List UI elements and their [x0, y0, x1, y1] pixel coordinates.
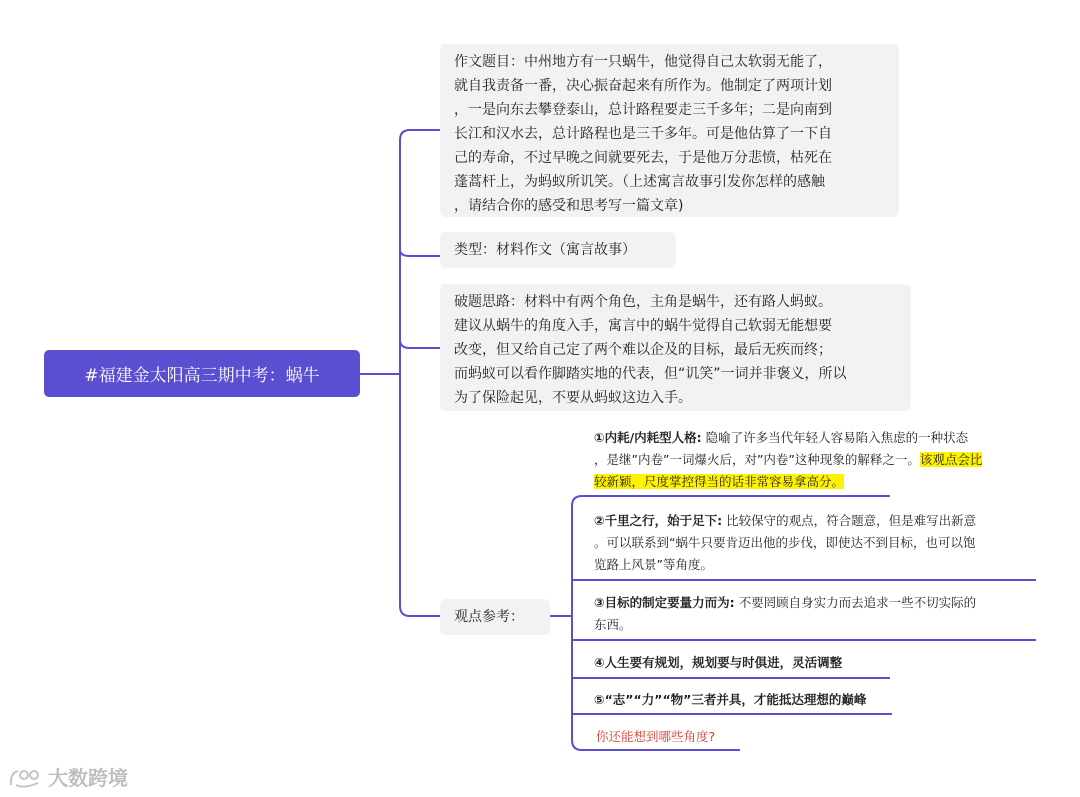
viewpoint-item-5[interactable]	[594, 689, 866, 711]
topic-line: ，一是向东去攀登泰山，总计路程要走三千多年；二是向南到	[454, 102, 832, 118]
root-label: #福建金太阳高三期中考：蜗牛	[84, 366, 320, 386]
viewpoint-question[interactable]	[596, 726, 715, 748]
viewpoint-title: ③目标的制定要量力而为:	[594, 595, 735, 610]
approach-line: 为了保险起见，不要从蚂蚁这边入手。	[454, 390, 692, 406]
viewpoint-title: ①内耗/内耗型人格:	[594, 430, 702, 445]
viewpoint-text: 东西。	[594, 617, 632, 632]
viewpoint-title: ②千里之行，始于足下:	[594, 513, 723, 528]
watermark	[8, 762, 128, 791]
viewpoint-item-3[interactable]	[594, 592, 976, 636]
topic-node[interactable]	[440, 44, 899, 217]
highlight-text: 较新颖，尺度掌控得当的话非常容易拿高分。	[594, 474, 845, 489]
approach-line: 建议从蜗牛的角度入手，寓言中的蜗牛觉得自己软弱无能想要	[454, 318, 832, 334]
viewpoint-item-4[interactable]	[594, 652, 842, 674]
topic-line: 作文题目：中州地方有一只蜗牛，他觉得自己太软弱无能了，	[454, 54, 832, 70]
watermark-logo-icon	[8, 765, 44, 789]
viewpoint-text: 比较保守的观点，符合题意，但是难写出新意	[726, 513, 977, 528]
root-node[interactable]	[44, 350, 360, 397]
topic-line: 长江和汉水去，总计路程也是三千多年。可是他估算了一下自	[454, 126, 832, 142]
viewpoint-text: 不要罔顾自身实力而去追求一些不切实际的	[738, 595, 977, 610]
approach-line: 改变，但又给自己定了两个难以企及的目标，最后无疾而终；	[454, 342, 832, 358]
watermark-text: 大数跨境	[48, 766, 128, 790]
viewpoint-title: ④人生要有规划，规划要与时俱进，灵活调整	[594, 655, 843, 670]
viewpoint-text: 。可以联系到“蜗牛只要肯迈出他的步伐，即使达不到目标，也可以饱	[594, 535, 976, 550]
viewpoints-label: 观点参考：	[454, 609, 524, 625]
topic-line: 己的寿命，不过早晚之间就要死去，于是他万分悲愤，枯死在	[454, 150, 832, 166]
topic-line: ，请结合你的感受和思考写一篇文章)	[454, 198, 684, 214]
approach-line: 而蚂蚁可以看作脚踏实地的代表，但“讥笑”一词并非褒义，所以	[454, 366, 847, 382]
approach-line: 破题思路：材料中有两个角色，主角是蜗牛，还有路人蚂蚁。	[454, 294, 832, 310]
approach-node[interactable]	[440, 284, 911, 411]
topic-line: 就自我责备一番，决心振奋起来有所作为。他制定了两项计划	[454, 78, 832, 94]
viewpoint-item-2[interactable]	[594, 510, 976, 576]
viewpoint-text: ，是继”内卷”一词爆火后，对”内卷”这种现象的解释之一。	[594, 452, 920, 467]
highlight-text: 该观点会比	[919, 452, 983, 467]
topic-line: 蓬蒿杆上，为蚂蚁所讥笑。（上述寓言故事引发你怎样的感触	[454, 174, 825, 190]
viewpoint-text: 览路上风景”等角度。	[594, 557, 713, 572]
question-text: 你还能想到哪些角度?	[596, 729, 716, 744]
viewpoint-item-1[interactable]	[594, 427, 982, 493]
type-label: 类型：材料作文（寓言故事）	[454, 242, 636, 258]
viewpoint-title: ⑤“志”“力”“物”三者并具，才能抵达理想的巅峰	[594, 692, 867, 707]
viewpoint-text: 隐喻了许多当代年轻人容易陷入焦虑的一种状态	[705, 430, 969, 445]
type-node[interactable]	[440, 232, 676, 268]
viewpoints-node[interactable]	[440, 599, 550, 635]
